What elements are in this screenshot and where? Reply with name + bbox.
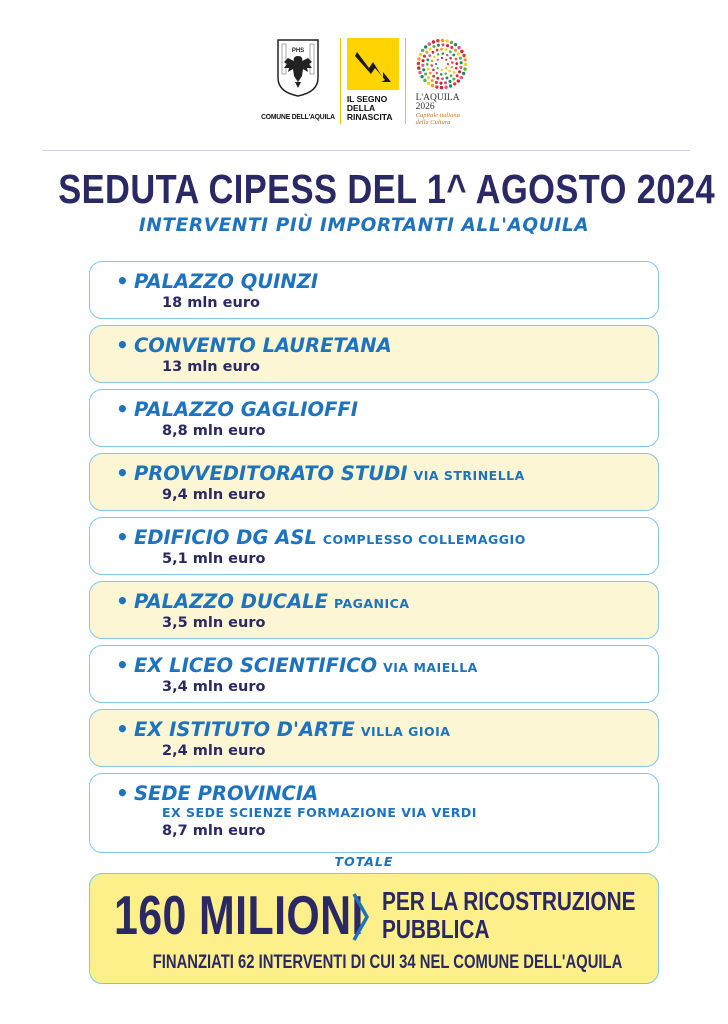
lightning-mark-icon: [347, 38, 399, 90]
list-item: [89, 517, 659, 575]
item-location: PAGANICA: [333, 596, 410, 611]
item-amount: 3,5 mln euro: [162, 615, 266, 631]
rosette-dot: [440, 73, 443, 76]
rosette-dot: [460, 50, 463, 53]
rosette-dot: [449, 50, 452, 53]
list-item: [89, 389, 659, 447]
item-location: VIA STRINELLA: [413, 468, 525, 483]
chevron-right-icon: [352, 892, 370, 942]
rosette-dot: [430, 84, 433, 87]
rosette-dot: [434, 81, 437, 84]
rosette-dot: [431, 51, 434, 54]
item-name: SEDE PROVINCIA: [134, 782, 319, 805]
rosette-dot: [427, 76, 430, 79]
rosette-dot: [441, 52, 444, 55]
bullet: •: [116, 589, 129, 613]
rosette-dot: [452, 77, 455, 80]
rosette-dot: [426, 58, 429, 61]
rosette-dot: [449, 41, 452, 44]
rosette-dot: [435, 72, 438, 75]
rosette-dot: [437, 53, 440, 56]
item-name: EX ISTITUTO D'ARTE: [134, 718, 355, 741]
rosette-dot: [463, 67, 466, 70]
item-amount: 8,8 mln euro: [162, 423, 266, 439]
rosette-dot: [455, 62, 458, 65]
bullet: •: [116, 397, 129, 421]
comune-logo: [262, 38, 334, 121]
rosette-dot: [449, 57, 452, 60]
total-purpose-line-1: PER LA RICOSTRUZIONE: [382, 886, 636, 916]
rosette-dot: [440, 48, 443, 51]
rosette-dot: [431, 40, 434, 43]
item-amount: 9,4 mln euro: [162, 487, 266, 503]
bullet: •: [116, 461, 129, 485]
rosette-dot: [423, 79, 426, 82]
header-logos: [262, 38, 472, 130]
bullet: •: [116, 717, 129, 741]
rosette-dot: [447, 63, 449, 65]
rosette-dot: [429, 72, 432, 75]
rosette-dot: [441, 57, 443, 59]
rosette-dot: [422, 68, 425, 71]
rosette-dot: [450, 46, 453, 49]
page-title: SEDUTA CIPESS DEL 1^ AGOSTO 2024: [58, 166, 716, 212]
total-box: [89, 873, 659, 984]
rosette-dot: [427, 42, 430, 45]
rosette-dot: [448, 84, 451, 87]
rosette-dot: [441, 69, 443, 71]
total-amount: 160 MILIONI: [114, 884, 364, 946]
rosette-dot: [436, 67, 438, 69]
logo-divider-2: [405, 38, 406, 124]
item-name: CONVENTO LAURETANA: [134, 334, 392, 357]
rosette-dot: [456, 52, 459, 55]
capitale-year: 2026: [415, 102, 435, 112]
rosette-dot: [444, 72, 447, 75]
rosette-dot: [423, 55, 426, 58]
rosette-dot: [421, 49, 424, 52]
rosette-dot: [435, 49, 438, 52]
item-location: VIA MAIELLA: [383, 660, 478, 675]
item-location: EX SEDE SCIENZE FORMAZIONE VIA VERDI: [162, 805, 477, 820]
rosette-dot: [453, 43, 456, 46]
item-name: EX LICEO SCIENTIFICO: [134, 654, 378, 677]
rosette-dot: [444, 86, 447, 89]
item-location: VILLA GIOIA: [360, 724, 451, 739]
list-item: [89, 325, 659, 383]
rosette-dot: [464, 63, 467, 66]
rosette-dot: [435, 63, 437, 65]
rosette-dot: [462, 72, 465, 75]
rosette-dot: [455, 74, 458, 77]
rosette-dot: [417, 66, 420, 69]
rosette-dot: [462, 54, 465, 57]
rosette-dot: [449, 74, 452, 77]
rosette-dot: [416, 62, 419, 65]
rosette-dot: [441, 43, 444, 46]
rosette-dot: [421, 64, 424, 67]
rosette-dot: [444, 81, 447, 84]
rosette-dot: [458, 57, 461, 60]
dotted-rosette-icon: [416, 38, 468, 90]
capitale-title: L'AQUILA: [415, 93, 460, 103]
item-amount: 5,1 mln euro: [162, 551, 266, 567]
list-item: [89, 261, 659, 319]
segno-logo: [347, 38, 399, 122]
bullet: •: [116, 269, 129, 293]
logo-divider: [340, 38, 341, 124]
rosette-dot: [453, 82, 456, 85]
rosette-dot: [436, 44, 439, 47]
rosette-dot: [441, 77, 444, 80]
page-subtitle: INTERVENTI PIÙ IMPORTANTI ALL'AQUILA: [138, 215, 590, 236]
rosette-dot: [445, 77, 448, 80]
rosette-dot: [456, 79, 459, 82]
segno-caption: [347, 95, 393, 122]
segno-caption-line-2: DELLA: [346, 103, 376, 113]
bullet: •: [116, 333, 129, 357]
bullet: •: [116, 781, 129, 805]
rosette-dot: [425, 63, 428, 66]
interventions-list: [89, 261, 659, 859]
eagle-crest-icon: [276, 38, 320, 98]
rosette-dot: [457, 46, 460, 49]
rosette-dot: [428, 54, 431, 57]
rosette-dot: [433, 56, 436, 59]
rosette-dot: [445, 59, 447, 61]
capitale-sub-2: della Cultura: [415, 119, 451, 126]
rosette-dot: [436, 59, 438, 61]
rosette-dot: [439, 82, 442, 85]
item-amount: 8,7 mln euro: [162, 823, 266, 839]
rosette-dot: [450, 66, 453, 69]
item-location: COMPLESSO COLLEMAGGIO: [322, 532, 526, 547]
capitale-sub-1: Capitale italiana: [415, 112, 460, 119]
item-name: EDIFICIO DG ASL: [134, 526, 317, 549]
rosette-dot: [424, 45, 427, 48]
rosette-dot: [454, 67, 457, 70]
total-purpose-line-2: PUBBLICA: [382, 914, 490, 944]
rosette-dot: [444, 48, 447, 51]
rosette-dot: [436, 77, 439, 80]
rosette-dot: [454, 58, 457, 61]
rosette-dot: [440, 39, 443, 42]
total-note: FINANZIATI 62 INTERVENTI DI CUI 34 NEL COMUNE DELL'AQUILA: [152, 952, 623, 973]
rosette-dot: [430, 79, 433, 82]
list-item: [89, 709, 659, 767]
item-name: PROVVEDITORATO STUDI: [134, 462, 408, 485]
rosette-dot: [430, 60, 433, 63]
rosette-dot: [463, 58, 466, 61]
comune-caption: COMUNE DELL'AQUILA: [261, 112, 335, 121]
capitale-cultura-logo: [416, 38, 472, 126]
item-amount: 2,4 mln euro: [162, 743, 266, 759]
rosette-dot: [425, 51, 428, 54]
header-divider: [42, 150, 690, 151]
bullet: •: [116, 525, 129, 549]
item-amount: 18 mln euro: [162, 295, 260, 311]
item-name: PALAZZO DUCALE: [134, 590, 328, 613]
list-item: [89, 773, 659, 853]
rosette-dot: [428, 47, 431, 50]
rosette-dot: [421, 59, 424, 62]
rosette-dot: [459, 66, 462, 69]
rosette-dot: [432, 45, 435, 48]
rosette-dot: [459, 61, 462, 64]
rosette-dot: [426, 68, 429, 71]
rosette-dot: [446, 44, 449, 47]
rosette-dot: [417, 57, 420, 60]
rosette-dot: [439, 86, 442, 89]
total-label: TOTALE: [334, 854, 394, 869]
svg-text:PHS: PHS: [291, 48, 305, 54]
rosette-dot: [418, 71, 421, 74]
rosette-dot: [445, 39, 448, 42]
segno-caption-line-1: IL SEGNO: [346, 94, 388, 104]
rosette-dot: [424, 72, 427, 75]
rosette-dot: [436, 39, 439, 42]
list-item: [89, 581, 659, 639]
item-amount: 3,4 mln euro: [162, 679, 266, 695]
rosette-dot: [448, 70, 451, 73]
rosette-dot: [435, 85, 438, 88]
rosette-dot: [446, 54, 449, 57]
rosette-dot: [430, 64, 433, 67]
rosette-dot: [458, 70, 461, 73]
item-name: PALAZZO QUINZI: [134, 270, 319, 293]
bullet: •: [116, 653, 129, 677]
rosette-dot: [448, 80, 451, 83]
rosette-dot: [432, 75, 435, 78]
list-item: [89, 453, 659, 511]
rosette-dot: [459, 76, 462, 79]
rosette-dot: [432, 69, 435, 72]
rosette-dot: [452, 54, 455, 57]
rosette-dot: [418, 53, 421, 56]
segno-caption-line-3: RINASCITA: [346, 112, 393, 122]
rosette-dot: [452, 71, 455, 74]
item-amount: 13 mln euro: [162, 359, 260, 375]
rosette-dot: [451, 61, 454, 64]
rosette-dot: [426, 82, 429, 85]
rosette-dot: [420, 75, 423, 78]
rosette-dot: [454, 49, 457, 52]
item-name: PALAZZO GAGLIOFFI: [134, 398, 359, 421]
list-item: [89, 645, 659, 703]
rosette-dot: [445, 67, 447, 69]
